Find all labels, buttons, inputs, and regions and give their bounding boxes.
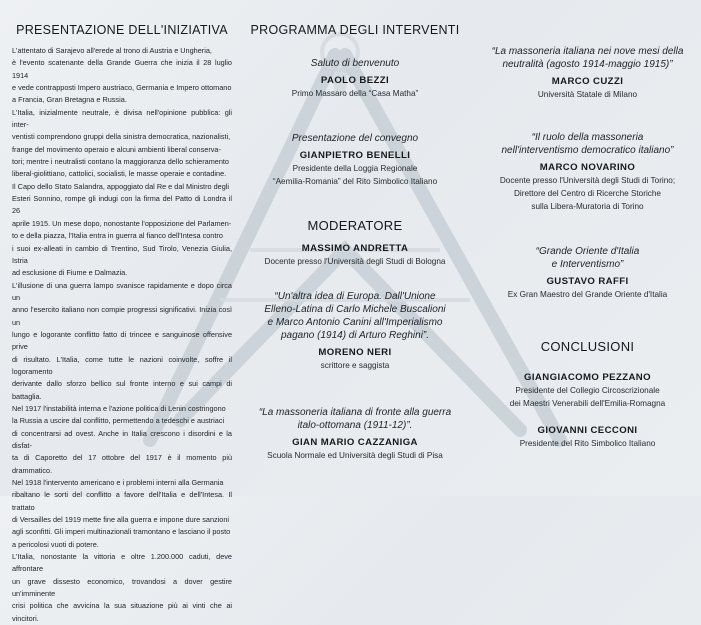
intro-column <box>12 0 232 623</box>
talk2-title: “La massoneria italiana di fronte alla guerra italo-ottomana (1911-12)”. <box>258 407 452 431</box>
talk3-block <box>475 45 700 101</box>
presentazione-topic: Presentazione del convegno <box>291 133 419 144</box>
interventi-column <box>475 0 700 496</box>
moderatore-role: Docente presso l'Università degli Studi di Bologna <box>264 257 446 266</box>
talk3-speaker: MARCO CUZZI <box>551 76 624 87</box>
talk5-block <box>475 245 700 301</box>
concl1-name: GIANGIACOMO PEZZANO <box>524 372 651 383</box>
concl2-name: GIOVANNI CECCONI <box>537 425 638 436</box>
intro-text: L'attentato di Sarajevo all'erede al trono di Austria e Ungheria, è l'evento scatenante della Grande Guerra che inizia il 28 luglio 1914 e vede contrapposti Impero austriaco, Germania e Impero ottomano a Francia, Gran Bretagna e Russia. L'Italia, inizialmente neutrale, è divisa nell'opinione pubblica: gli inter- ventisti comprendono gruppi della sinistra democratica, nazionalisti, frange del movimento operaio e alcuni ambienti liberal conserva- tori; mentre i neutralisti contano la maggioranza dello schieramento liberal-giolittiano, cattolici, socialisti, le masse operaie e contadine. Il Capo dello Stato Salandra, appoggiato dal Re e dal Ministro degli Esteri Sonnino, rompe gli indugi con la firma del Patto di Londra il 26 aprile 1915. Un mese dopo, nonostante l'opposizione del Parlamen- to e della piazza, l'Italia entra in guerra al fianco dell'Intesa contro i suoi ex-alleati in cambio di Trentino, Sud Tirolo, Venezia Giulia, Istria ad esclusione di Fiume e Dalmazia. L'illusione di una guerra lampo svanisce rapidamente e dopo circa un anno l'esercito italiano non compie progressi significativi. Inizia così un lungo e logorante conflitto fatto di trincee e sanguinose offensive prive di risultato. L'Italia, come tutte le nazioni coinvolte, soffre il logoramento derivante dallo sforzo bellico sul fronte interno e sui campi di battaglia. Nel 1917 l'instabilità interna e l'azione politica di Lenin costringono la Russia a uscire dal conflitto, permettendo a tedeschi e austriaci di concentrarsi ad ovest. Anche in Italia crescono i disordini e la disfat- ta di Caporetto del 17 ottobre del 1917 è il momento più drammatico. Nel 1918 l'intervento americano e i problemi interni alla Germania ribaltano le sorti del conflitto a favore dell'Italia e dell'Intesa. Il trattato di Versailles del 1919 mette fine alla guerra e impone dure sanzioni agli sconfitti. Gli imperi multinazionali tramontano e lasciano il posto a pericolosi vuoti di potere. L'Italia, nonostante la vittoria e oltre 1.200.000 caduti, deve affrontare un grave dissesto economico, trovandosi a dover gestire un'imminente crisi politica che avvicina la sua situazione più ai vinti che ai vincitori. <box>12 46 232 623</box>
talk3-title: “La massoneria italiana nei nove mesi della neutralità (agosto 1914-maggio 1915)” <box>491 46 684 70</box>
talk2-role: Scuola Normale ed Università degli Studi di Pisa <box>267 451 443 460</box>
talk1-role: scrittore e saggista <box>320 361 390 370</box>
intro-heading: PRESENTAZIONE DELL'INIZIATIVA <box>16 23 228 37</box>
talk2-speaker: GIAN MARIO CAZZANIGA <box>292 437 418 448</box>
talk5-title: “Grande Oriente d'Italia e Interventismo” <box>535 246 640 270</box>
concl2-block <box>475 420 700 450</box>
presentazione-role: Presidente della Loggia Regionale “Aemilia-Romania” del Rito Simbolico Italiano <box>272 164 438 186</box>
moderatore-heading: MODERATORE <box>307 218 403 233</box>
talk2-block <box>245 406 465 462</box>
programma-heading: PROGRAMMA DEGLI INTERVENTI <box>250 23 460 37</box>
saluto-role: Primo Massaro della “Casa Matha” <box>291 89 419 98</box>
concl1-block <box>475 367 700 410</box>
talk4-role: Docente presso l'Università degli Studi di Torino; Direttore del Centro di Ricerche Storiche sulla Libera-Muratoria di Torino <box>499 176 676 211</box>
saluto-speaker: PAOLO BEZZI <box>320 75 390 86</box>
moderatore-name: MASSIMO ANDRETTA <box>301 243 409 254</box>
presentazione-speaker: GIANPIETRO BENELLI <box>299 150 411 161</box>
talk3-role: Università Statale di Milano <box>537 90 638 99</box>
concl1-role: Presidente del Collegio Circoscrizionale dei Maestri Venerabili dell'Emilia-Romagna <box>509 386 666 408</box>
talk1-speaker: MORENO NERI <box>318 347 392 358</box>
moderatore-block <box>245 238 465 268</box>
concl2-role: Presidente del Rito Simbolico Italiano <box>519 439 656 448</box>
presentazione-block <box>245 132 465 188</box>
saluto-topic: Saluto di benvenuto <box>310 58 400 69</box>
talk1-block <box>245 290 465 372</box>
talk4-speaker: MARCO NOVARINO <box>539 162 636 173</box>
talk5-speaker: GUSTAVO RAFFI <box>546 276 629 287</box>
talk4-title: “Il ruolo della massoneria nell'interventismo democratico italiano” <box>501 132 674 156</box>
programma-column <box>245 0 465 496</box>
saluto-block <box>245 57 465 100</box>
talk4-block <box>475 131 700 213</box>
talk1-title: “Un'altra idea di Europa. Dall'Unione Elleno-Latina di Carlo Michele Buscalioni e Marco Antonio Canini all'Imperialismo pagano (1914) di Arturo Reghini”. <box>264 291 446 341</box>
conclusioni-heading: CONCLUSIONI <box>540 339 635 354</box>
talk5-role: Ex Gran Maestro del Grande Oriente d'Italia <box>507 290 668 299</box>
